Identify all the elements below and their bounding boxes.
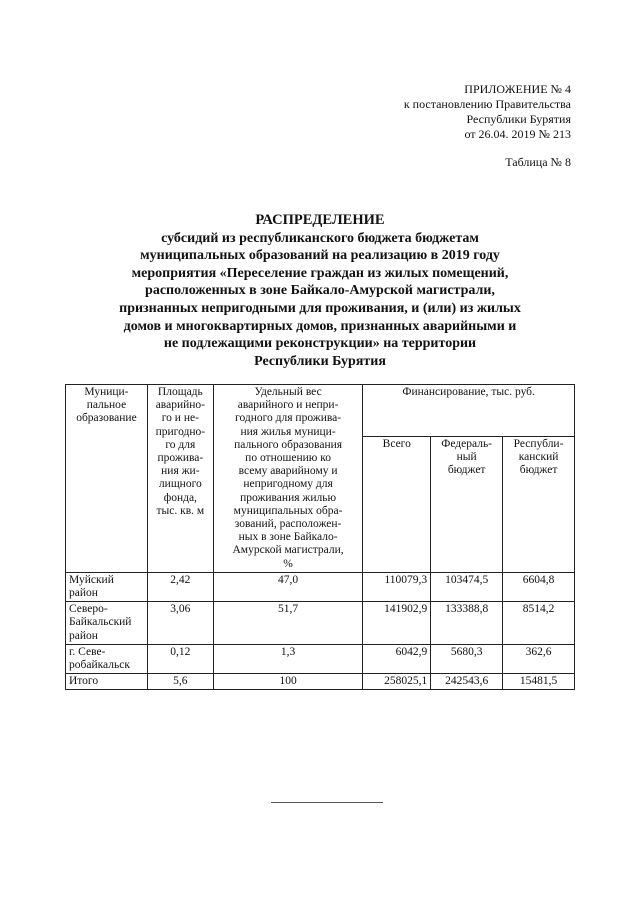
cell-area: 2,42 — [147, 572, 213, 601]
cell-share: 1,3 — [213, 644, 363, 673]
title-line: не подлежащими реконструкции» на территории — [163, 336, 477, 352]
cell-area: 3,06 — [147, 602, 213, 645]
title-line: Республики Бурятия — [254, 353, 386, 369]
table-row — [66, 572, 575, 601]
cell-municipality: г. Севе- робайкальск — [66, 644, 148, 673]
title-line: домов и многоквартирных домов, признанных аварийными и — [123, 318, 517, 334]
cell-total: 141902,9 — [363, 602, 431, 645]
table-row-total — [66, 674, 575, 690]
attachment-block — [404, 82, 571, 142]
cell-area: 5,6 — [147, 674, 213, 690]
cell-total: 6042,9 — [363, 644, 431, 673]
cell-share: 51,7 — [213, 602, 363, 645]
cell-federal: 133388,8 — [431, 602, 503, 645]
header-financing: Финансирование, тыс. руб. — [363, 385, 575, 437]
cell-area: 0,12 — [147, 644, 213, 673]
cell-share: 100 — [213, 674, 363, 690]
cell-total: 110079,3 — [363, 572, 431, 601]
attachment-date: от 26.04. 2019 № 213 — [464, 127, 571, 141]
table-row — [66, 602, 575, 645]
table-number: Таблица № 8 — [505, 155, 571, 169]
header-share: Удельный вес аварийного и непри- годного для прожива- ния жилья муници- пального образования по отношению ко всему аварийному и непригодному для проживания жилью муниципальных обра- зований, расположен- ных в зоне Байкало- Амурской магистрали, % — [213, 385, 363, 573]
cell-republic: 6604,8 — [503, 572, 575, 601]
attachment-republic: Республики Бурятия — [466, 112, 571, 126]
cell-share: 47,0 — [213, 572, 363, 601]
cell-total: 258025,1 — [363, 674, 431, 690]
title-line: субсидий из республиканского бюджета бюджетам — [161, 230, 479, 246]
attachment-resolution: к постановлению Правительства — [403, 97, 571, 111]
title-line: признанных непригодными для проживания, и (или) из жилых — [119, 300, 521, 316]
header-municipality: Муници- пальное образование — [66, 385, 148, 573]
cell-republic: 15481,5 — [503, 674, 575, 690]
title-line: мероприятия «Переселение граждан из жилых помещений, — [131, 265, 509, 281]
header-area: Площадь аварийно- го и не- пригодно- го для прожива- ния жи- лищного фонда, тыс. кв. м — [147, 385, 213, 573]
header-total: Всего — [363, 436, 431, 572]
header-republic: Республи- канский бюджет — [503, 436, 575, 572]
table-row — [66, 644, 575, 673]
header-federal: Федераль- ный бюджет — [431, 436, 503, 572]
cell-republic: 8514,2 — [503, 602, 575, 645]
title-line: муниципальных образований на реализацию в 2019 году — [140, 248, 500, 264]
cell-municipality: Северо- Байкальский район — [66, 602, 148, 645]
title-heading: РАСПРЕДЕЛЕНИЕ — [255, 212, 385, 228]
cell-municipality: Муйский район — [66, 572, 148, 601]
footer-divider — [271, 802, 383, 803]
cell-federal: 103474,5 — [431, 572, 503, 601]
cell-republic: 362,6 — [503, 644, 575, 673]
cell-federal: 242543,6 — [431, 674, 503, 690]
cell-federal: 5680,3 — [431, 644, 503, 673]
document-title — [64, 212, 576, 370]
title-line: расположенных в зоне Байкало-Амурской магистрали, — [145, 283, 495, 299]
cell-municipality: Итого — [66, 674, 148, 690]
attachment-title: ПРИЛОЖЕНИЕ № 4 — [464, 82, 571, 96]
distribution-table — [65, 384, 575, 690]
